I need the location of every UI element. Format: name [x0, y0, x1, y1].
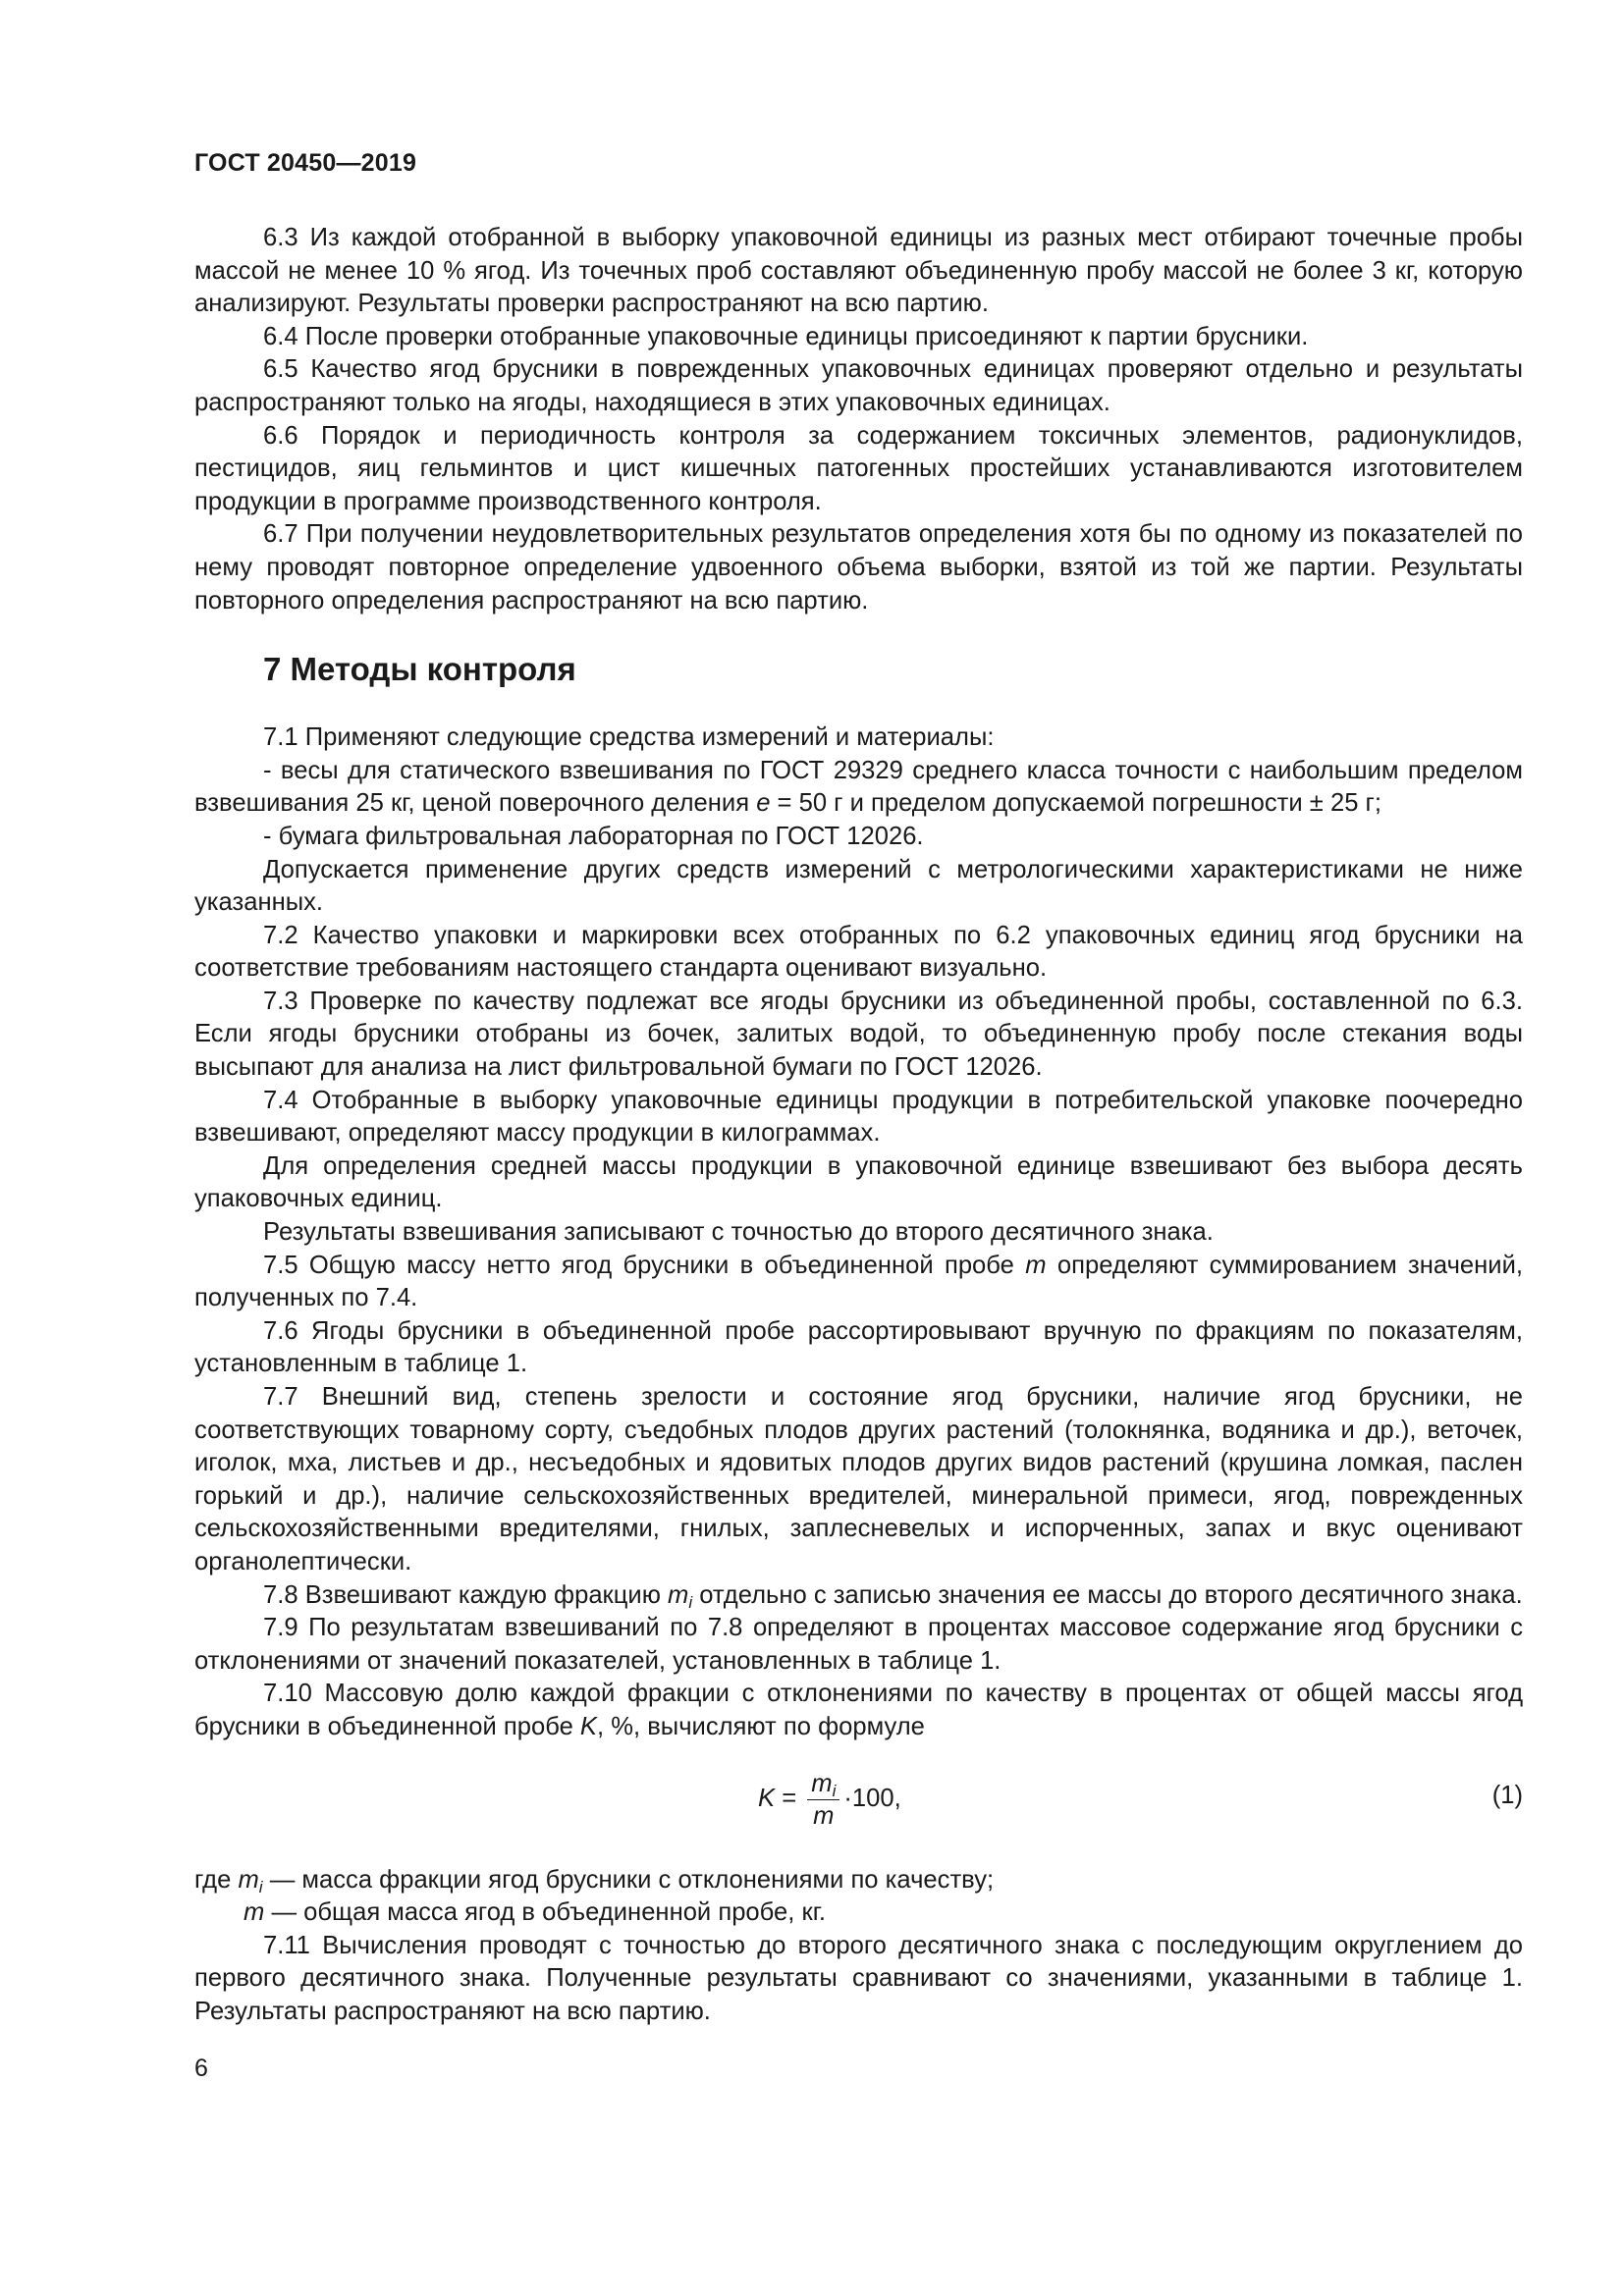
paragraph-7-11: 7.11 Вычисления проводят с точностью до второго десятичного знака с последующим округлением до первого десятичного знака. Полученные результаты сравнивают со значениями, указанными в таблице 1. Результаты распространяют на всю партию.: [194, 1931, 1523, 2025]
paragraph-7-4-c: Результаты взвешивания записывают с точностью до второго десятичного знака.: [263, 1218, 1214, 1247]
formula-fraction: [807, 1770, 839, 1830]
var-e: e: [756, 789, 771, 818]
where-prefix: где: [194, 1865, 239, 1894]
where-line-m: [194, 1896, 1523, 1930]
where-m-desc: — общая масса ягод в объединенной пробе, кг.: [264, 1898, 827, 1927]
paragraph-7-1: 7.1 Применяют следующие средства измерений и материалы:: [263, 723, 995, 752]
formula-lhs: K: [758, 1785, 776, 1813]
formula-num-i: i: [832, 1781, 837, 1800]
paragraph-7-8-text-a: 7.8 Взвешивают каждую фракцию: [263, 1580, 669, 1609]
where2-var-m: m: [244, 1898, 265, 1927]
paragraph-7-10: [194, 1678, 1523, 1743]
paragraph-7-10-text-a: 7.10 Массовую долю каждой фракции с отклонениями по качеству в процентах от общей массы ягод брусники в объединенной пробе: [194, 1680, 1523, 1740]
where-var-m: m: [238, 1865, 259, 1894]
formula-numerator: [807, 1770, 839, 1800]
paragraph-7-2: 7.2 Качество упаковки и маркировки всех отобранных по 6.2 упаковочных единиц ягод брусники на соответствие требованиям настоящего стандарта оценивают визуально.: [194, 921, 1523, 983]
paragraph-7-6: 7.6 Ягоды брусники в объединенной пробе рассортировывают вручную по фракциям по показателям, установленным в таблице 1.: [194, 1316, 1523, 1378]
list-item-scales: [194, 755, 1523, 821]
paragraph-7-8: [194, 1579, 1523, 1613]
paragraph-6-3: 6.3 Из каждой отобранной в выборку упаковочной единицы из разных мест отбирают точечные пробы массой не менее 10 % ягод. Из точечных проб составляют объединенную пробу массой не более 3 кг, которую анализируют. Результаты проверки распространяют на всю партию.: [194, 224, 1523, 318]
paragraph-7-5-text-b: определяют суммированием значений, полученных по 7.4.: [194, 1251, 1523, 1312]
paragraph-7-5-text-a: 7.5 Общую массу нетто ягод брусники в объединенной пробе: [263, 1251, 1026, 1279]
formula-1: [194, 1764, 1523, 1839]
where-var-i: i: [258, 1877, 263, 1896]
var-K: K: [579, 1712, 597, 1740]
paragraph-6-5: 6.5 Качество ягод брусники в поврежденных упаковочных единицах проверяют отдельно и результаты распространяют только на ягоды, находящиеся в этих упаковочных единицах.: [194, 355, 1523, 416]
where-line-mi: [194, 1864, 1523, 1897]
list-item-scales-text-b: = 50 г и пределом допускаемой погрешности ± 25 г;: [770, 789, 1381, 818]
var-mi-subscript: i: [688, 1592, 693, 1612]
paragraph-7-10-text-b: , %, вычисляют по формуле: [597, 1712, 925, 1740]
paragraph-7-4: 7.4 Отобранные в выборку упаковочные единицы продукции в потребительской упаковке поочередно взвешивают, определяют массу продукции в килограммах.: [194, 1086, 1523, 1148]
paragraph-7-5: [194, 1250, 1523, 1315]
paragraph-6-7: 6.7 При получении неудовлетворительных результатов определения хотя бы по одному из показателей по нему проводят повторное определение удвоенного объема выборки, взятой из той же партии. Результаты повторного определения распространяют на всю партию.: [194, 520, 1523, 614]
paragraph-7-3: 7.3 Проверке по качеству подлежат все ягоды брусники из объединенной пробы, составленной по 6.3. Если ягоды брусники отобраны из бочек, залитых водой, то объединенную пробу после стекания воды высыпают для анализа на лист фильтровальной бумаги по ГОСТ 12026.: [194, 987, 1523, 1082]
var-mi: m: [668, 1580, 689, 1609]
formula-expression: [758, 1770, 901, 1830]
list-item-scales-text-a: - весы для статического взвешивания по ГОСТ 29329 среднего класса точности с наибольшим пределом взвешивания 25 кг, ценой поверочного деления: [194, 756, 1523, 818]
paragraph-7-1-note: Допускается применение других средств измерений с метрологическими характеристиками не ниже указанных.: [194, 855, 1523, 917]
document-header: ГОСТ 20450—2019: [194, 149, 417, 177]
formula-number: (1): [1491, 1781, 1523, 1809]
formula-tail: ·100,: [843, 1785, 901, 1813]
paragraph-6-4: 6.4 После проверки отобранные упаковочные единицы присоединяют к партии брусники.: [263, 322, 1309, 350]
formula-num-m: m: [811, 1769, 833, 1797]
page-number: 6: [194, 2055, 208, 2082]
list-item-filter-paper: - бумага фильтровальная лабораторная по ГОСТ 12026.: [263, 822, 924, 850]
section-7-heading: 7 Методы контроля: [263, 651, 576, 688]
paragraph-7-8-text-b: отдельно с записью значения ее массы до второго десятичного знака.: [692, 1580, 1523, 1609]
paragraph-7-4-b: Для определения средней массы продукции в упаковочной единице взвешивают без выбора десять упаковочных единиц.: [194, 1151, 1523, 1213]
paragraph-7-9: 7.9 По результатам взвешиваний по 7.8 определяют в процентах массовое содержание ягод брусники с отклонениями от значений показателей, установленных в таблице 1.: [194, 1614, 1523, 1675]
paragraph-7-7: 7.7 Внешний вид, степень зрелости и состояние ягод брусники, наличие ягод брусники, не соответствующих товарному сорту, съедобных плодов других растений (толокнянка, водяника и др.), веточек, иголок, мха, листьев и др., несъедобных и ядовитых плодов других видов растений (крушина ломкая, паслен горький и др.), наличие сельскохозяйственных вредителей, минеральной примеси, ягод, поврежденных сельскохозяйственными вредителями, гнилых, заплесневелых и испорченных, запах и вкус оценивают органолептически.: [194, 1383, 1523, 1575]
formula-equals: =: [775, 1785, 804, 1813]
formula-denominator: m: [813, 1801, 835, 1830]
paragraph-6-6: 6.6 Порядок и периодичность контроля за содержанием токсичных элементов, радионуклидов, пестицидов, яиц гельминтов и цист кишечных патогенных простейших устанавливаются изготовителем продукции в программе производственного контроля.: [194, 421, 1523, 515]
where-mi-desc: — масса фракции ягод брусники с отклонениями по качеству;: [262, 1865, 995, 1894]
var-m: m: [1025, 1251, 1047, 1279]
document-body: [194, 222, 1523, 2029]
